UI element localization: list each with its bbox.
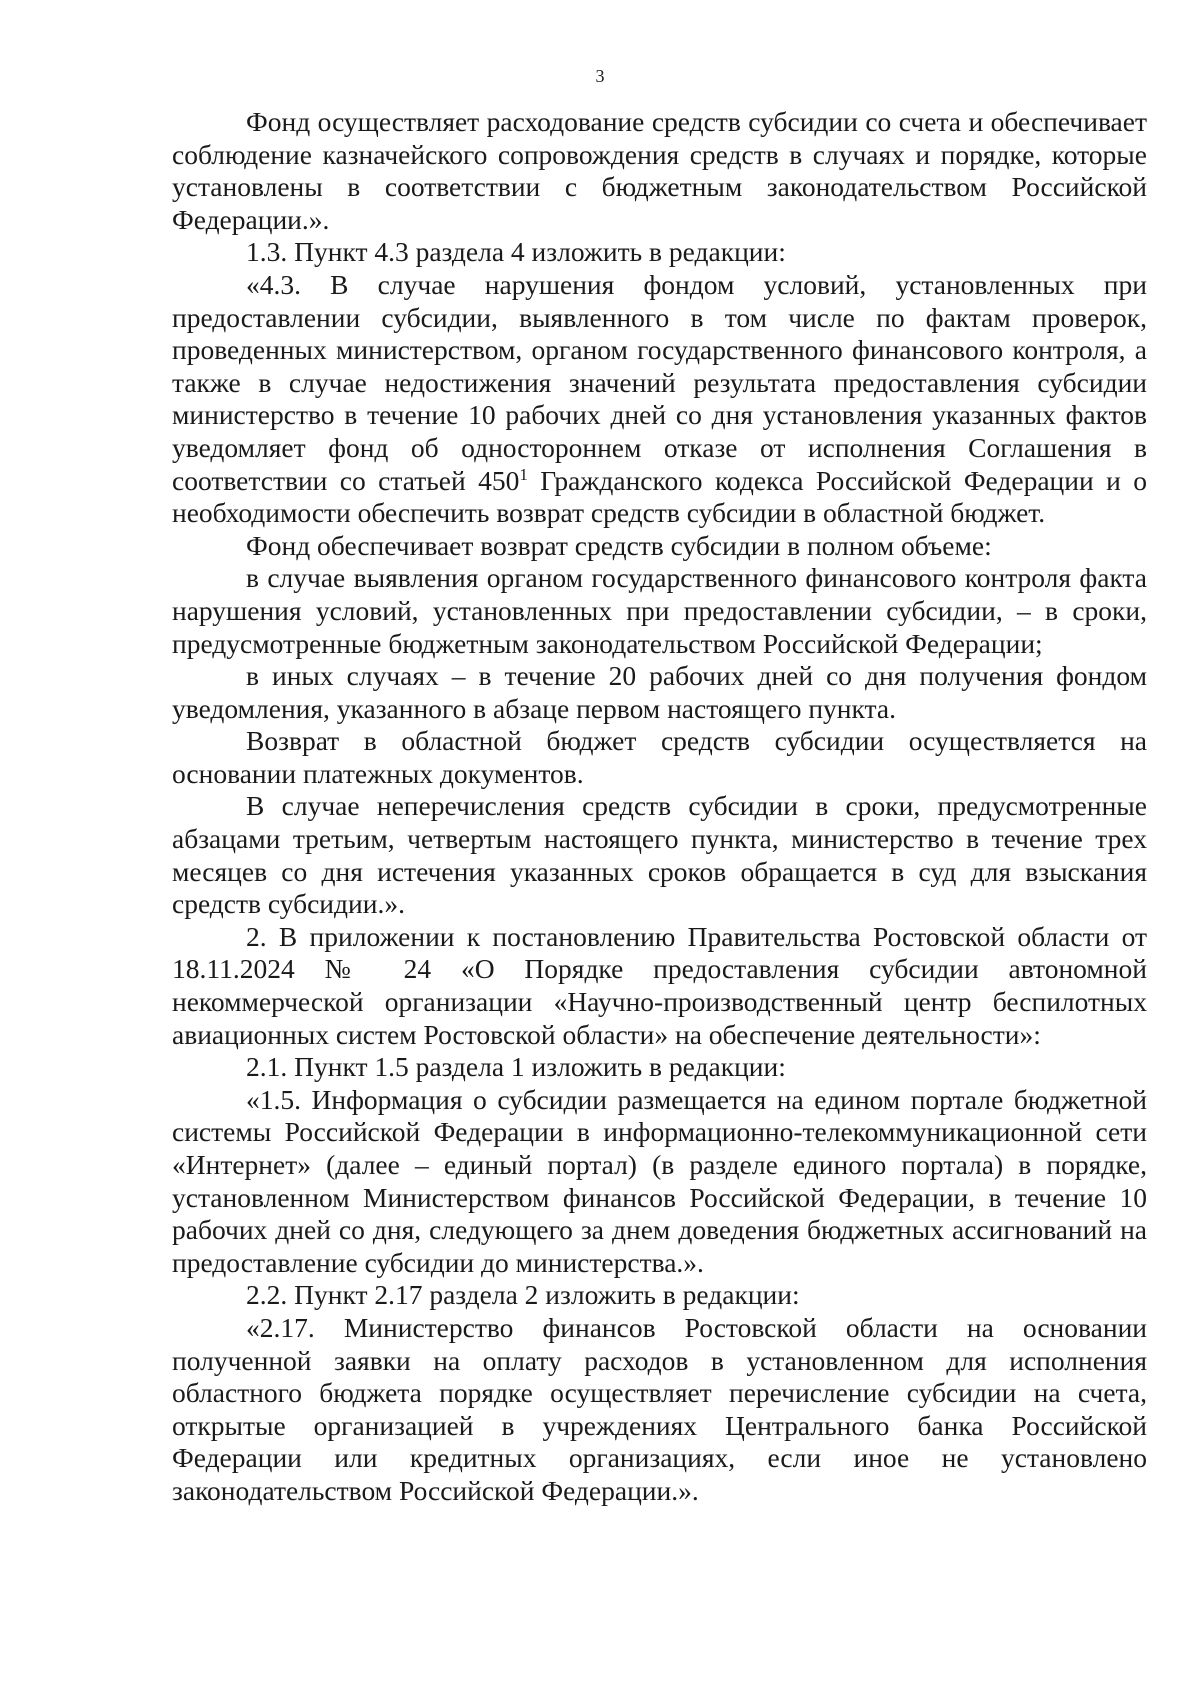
- paragraph-other-cases: в иных случаях – в течение 20 рабочих дней со дня получения фондом уведомления, указанного в абзаце первом настоящего пункта.: [172, 660, 1147, 724]
- paragraph-item-1-5: «1.5. Информация о субсидии размещается на едином портале бюджетной системы Российской Федерации в информационно-телекоммуникационной сети «Интернет» (далее – единый портал) (в разделе единого портала) в порядке, установленном Министерством финансов Российской Федерации, в течение 10 рабочих дней со дня, следующего за днем доведения бюджетных ассигнований на предоставление субсидии до министерства.».: [172, 1083, 1147, 1278]
- paragraph-fund-spending: Фонд осуществляет расходование средств субсидии со счета и обеспечивает соблюдение казначейского сопровождения средств в случаях и порядке, которые установлены в соответствии с бюджетным законодательством Российской Федерации.».: [172, 106, 1147, 235]
- paragraph-item-4-3-text: «4.3. В случае нарушения фондом условий, установленных при предоставлении субсидии, выявленного в том числе по фактам проверок, проведенных министерством, органом государственного финансового контроля, а также в случае недостижения значений результата предоставления субсидии министерство в течение 10 рабочих дней со дня установления указанных фактов уведомляет фонд об одностороннем отказе от исполнения Соглашения в соответствии со статьей 450: [172, 268, 1147, 496]
- paragraph-item-2: 2. В приложении к постановлению Правительства Ростовской области от 18.11.2024 № 24 «О Порядке предоставления субсидии автономной некоммерческой организации «Научно-производственный центр беспилотных авиационных систем Ростовской области» на обеспечение деятельности»:: [172, 920, 1147, 1050]
- paragraph-item-4-3: [172, 269, 1147, 530]
- paragraph-item-2-1: 2.1. Пункт 1.5 раздела 1 изложить в редакции:: [246, 1051, 786, 1083]
- page-number: 3: [595, 66, 605, 86]
- paragraph-item-2-2: 2.2. Пункт 2.17 раздела 2 изложить в редакции:: [246, 1279, 800, 1311]
- article-superscript: 1: [519, 464, 528, 484]
- paragraph-item-1-3: 1.3. Пункт 4.3 раздела 4 изложить в редакции:: [246, 236, 786, 268]
- paragraph-item-4-3-text-end: Гражданского кодекса Российской Федерации и о необходимости обеспечить возврат средств субсидии в областной бюджет.: [172, 464, 1147, 529]
- paragraph-item-2-17: «2.17. Министерство финансов Ростовской области на основании полученной заявки на оплату расходов в установленном для исполнения областного бюджета порядке осуществляет перечисление субсидии на счета, открытые организацией в учреждениях Центрального банка Российской Федерации или кредитных организациях, если иное не установлено законодательством Российской Федерации.».: [172, 1311, 1147, 1506]
- paragraph-fund-return: Фонд обеспечивает возврат средств субсидии в полном объеме:: [246, 529, 992, 561]
- document-body: [172, 106, 1147, 1508]
- paragraph-control-case: в случае выявления органом государственного финансового контроля факта нарушения условий, установленных при предоставлении субсидии, – в сроки, предусмотренные бюджетным законодательством Российской Федерации;: [172, 562, 1147, 659]
- paragraph-non-transfer: В случае неперечисления средств субсидии в сроки, предусмотренные абзацами третьим, четвертым настоящего пункта, министерство в течение трех месяцев со дня истечения указанных сроков обращается в суд для взыскания средств субсидии.».: [172, 790, 1147, 920]
- paragraph-return-basis: Возврат в областной бюджет средств субсидии осуществляется на основании платежных документов.: [172, 725, 1147, 789]
